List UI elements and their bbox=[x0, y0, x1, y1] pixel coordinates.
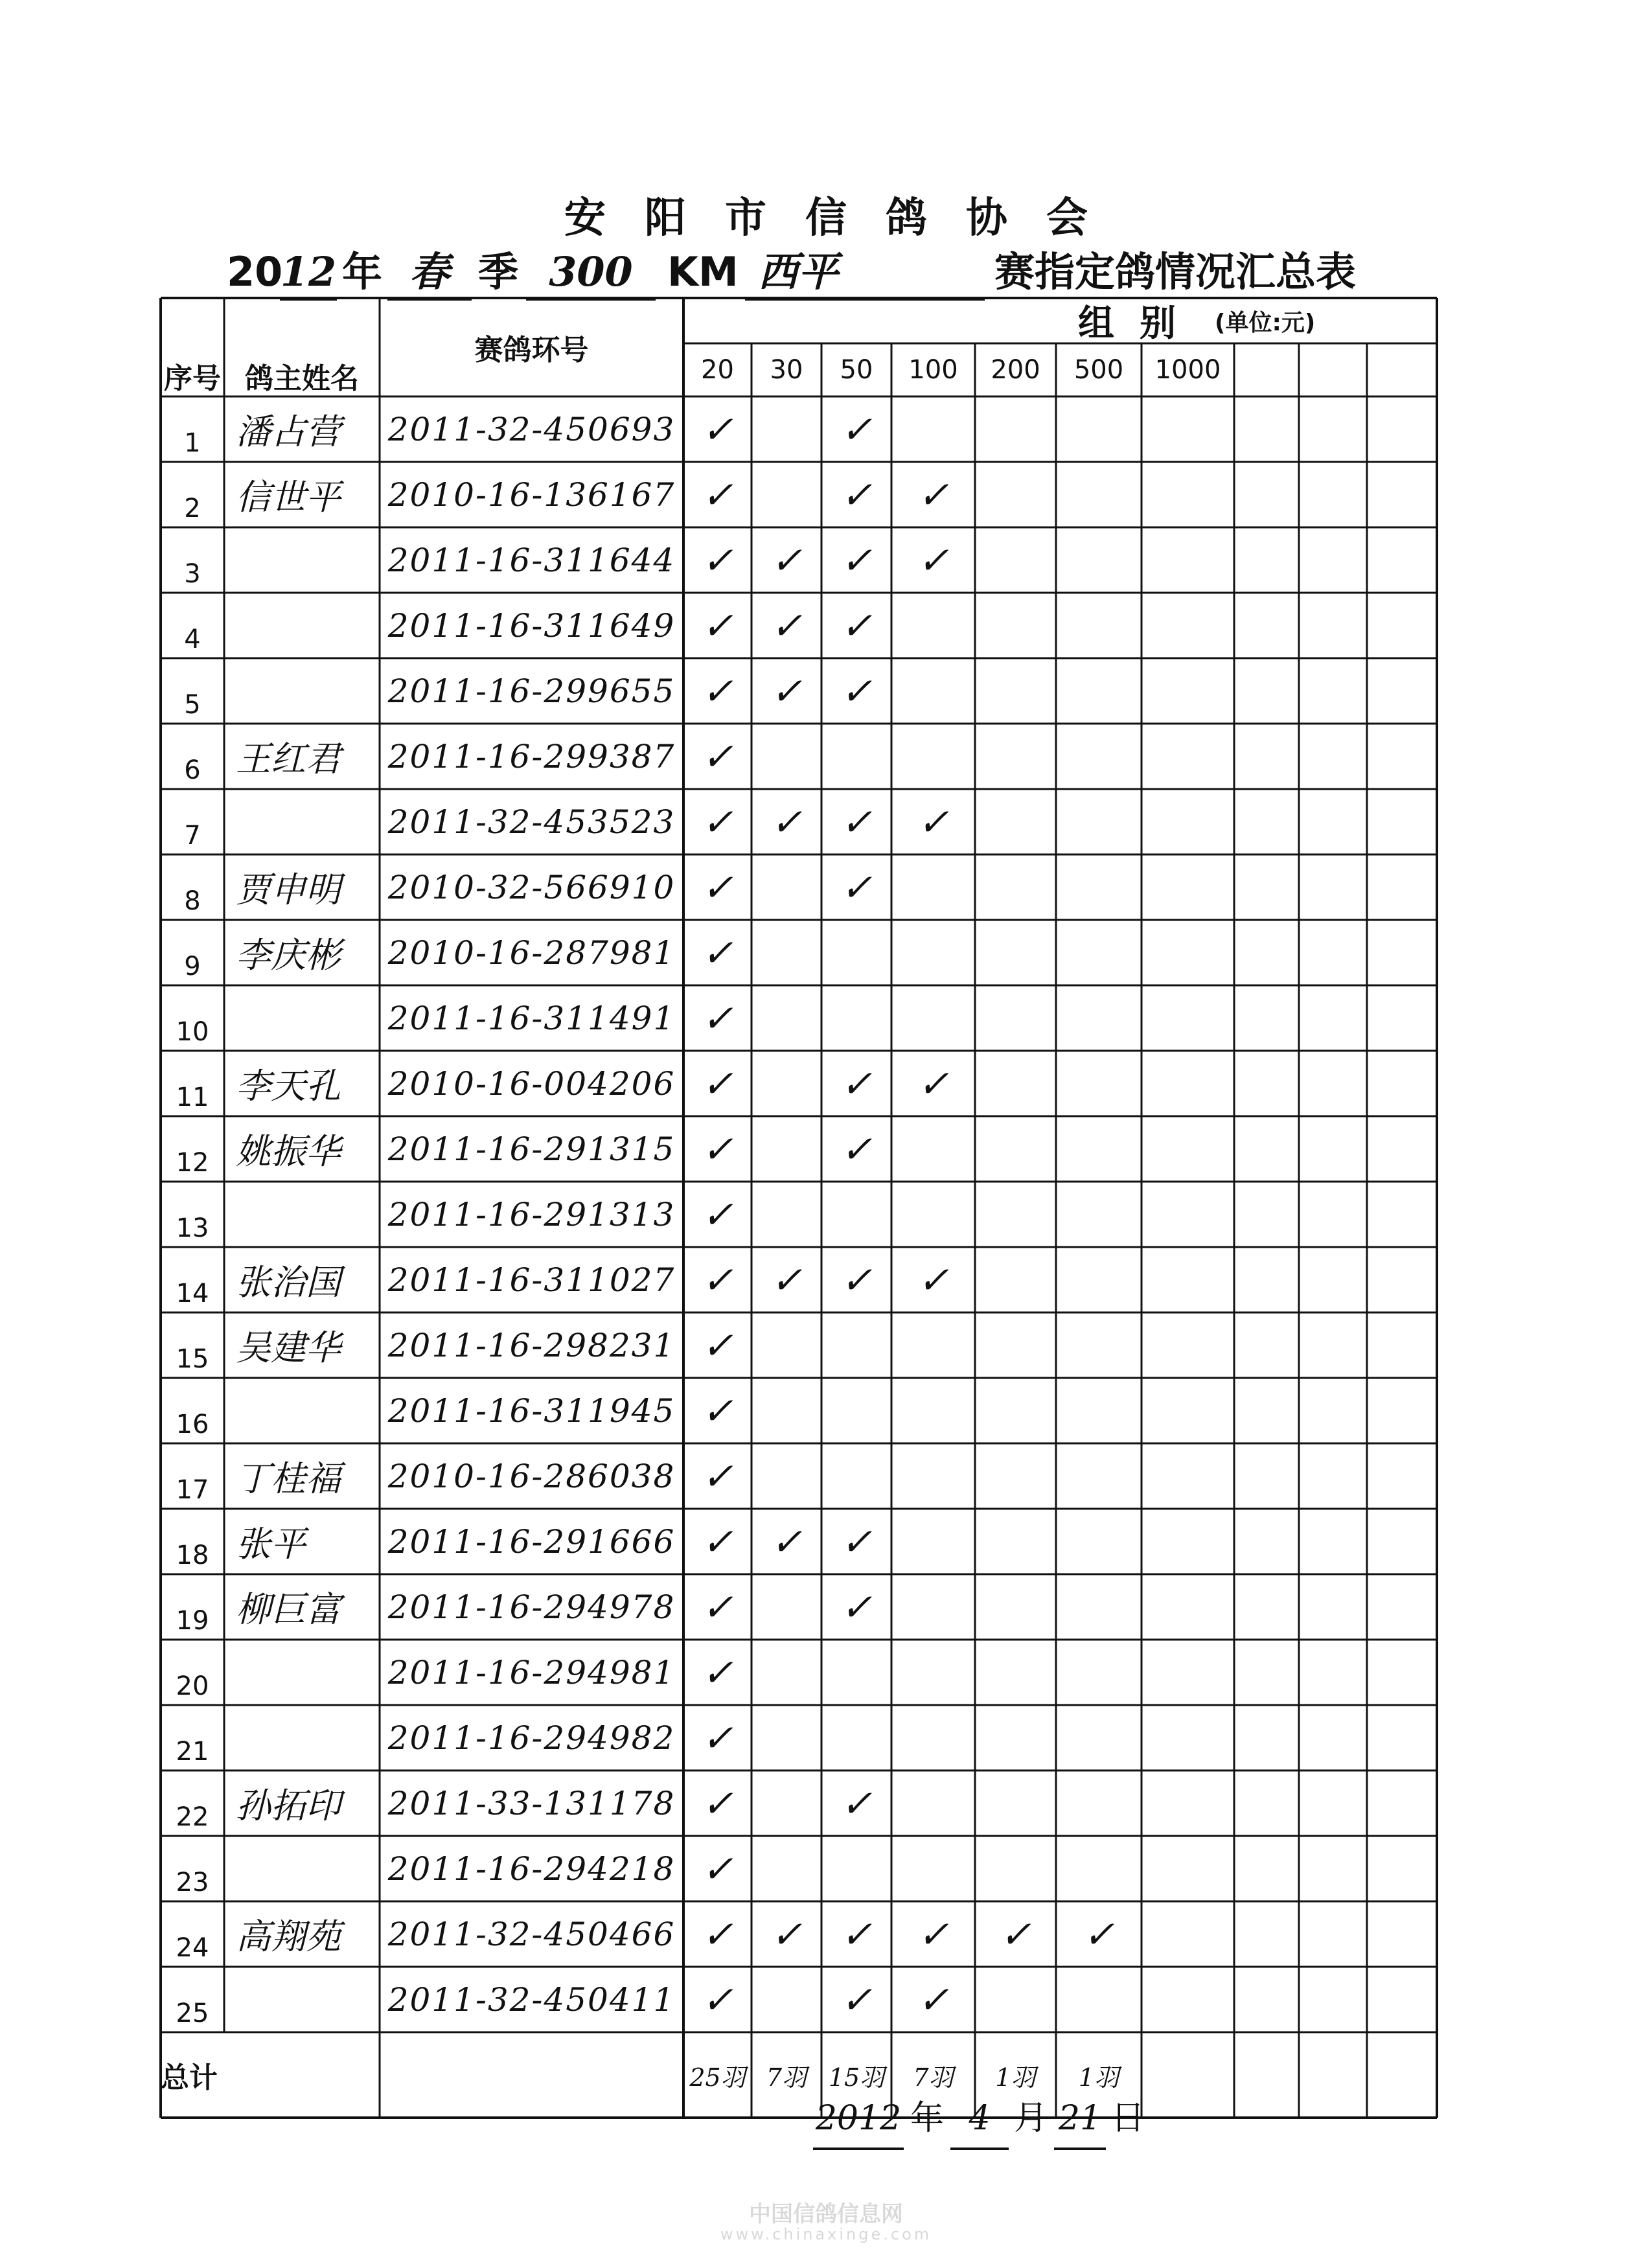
row-ring: 2011-16-294982 bbox=[387, 1719, 676, 1757]
row-seq: 8 bbox=[184, 886, 201, 916]
row-check: ✓ bbox=[702, 865, 733, 910]
row-seq: 7 bbox=[184, 821, 201, 851]
row-check: ✓ bbox=[840, 1257, 873, 1302]
row-check: ✓ bbox=[702, 538, 733, 582]
row-check bbox=[751, 724, 821, 789]
row-owner bbox=[224, 1967, 380, 2032]
row-check bbox=[975, 1836, 1056, 1901]
row-check bbox=[975, 658, 1056, 724]
row-owner bbox=[224, 985, 380, 1051]
row-check bbox=[891, 1574, 975, 1640]
row-seq: 14 bbox=[176, 1279, 209, 1309]
row-check bbox=[975, 1378, 1056, 1443]
row-ring: 2011-16-311491 bbox=[387, 999, 676, 1037]
row-seq: 18 bbox=[176, 1541, 209, 1570]
row-check bbox=[821, 920, 891, 985]
date-day-char: 日 bbox=[1111, 2099, 1145, 2138]
row-owner: 吴建华 bbox=[236, 1327, 341, 1368]
row-check bbox=[821, 1640, 891, 1705]
row-owner bbox=[224, 1705, 380, 1770]
row-check: ✓ bbox=[917, 472, 949, 517]
row-check bbox=[1056, 1770, 1141, 1836]
row-ring: 2011-16-294981 bbox=[387, 1653, 676, 1691]
row-ring: 2011-16-294978 bbox=[387, 1588, 676, 1626]
row-check: ✓ bbox=[840, 603, 873, 648]
row-check bbox=[975, 985, 1056, 1051]
row-owner bbox=[224, 1640, 380, 1705]
row-check: ✓ bbox=[702, 1715, 733, 1760]
category-header bbox=[1234, 343, 1299, 396]
row-check bbox=[751, 1770, 821, 1836]
row-check bbox=[975, 527, 1056, 593]
row-check: ✓ bbox=[702, 472, 733, 517]
row-check: ✓ bbox=[840, 538, 873, 582]
row-check bbox=[1056, 1967, 1141, 2032]
row-ring: 2011-16-298231 bbox=[387, 1326, 676, 1364]
row-owner: 王红君 bbox=[236, 739, 341, 779]
row-check bbox=[751, 1378, 821, 1443]
date-month: 4 bbox=[950, 2089, 1009, 2150]
row-check bbox=[751, 1836, 821, 1901]
row-check bbox=[891, 1836, 975, 1901]
row-check: ✓ bbox=[702, 1650, 733, 1695]
row-ring: 2010-32-566910 bbox=[387, 868, 676, 906]
row-check bbox=[891, 854, 975, 920]
total-label: 总计 bbox=[161, 2061, 218, 2094]
row-check bbox=[1056, 1640, 1141, 1705]
row-check: ✓ bbox=[840, 799, 873, 844]
row-check bbox=[821, 1378, 891, 1443]
row-ring: 2011-16-291666 bbox=[387, 1522, 676, 1561]
row-check bbox=[975, 1312, 1056, 1378]
category-header: 20 bbox=[701, 355, 734, 385]
row-seq: 10 bbox=[176, 1017, 209, 1047]
row-check bbox=[1056, 1509, 1141, 1574]
row-check bbox=[751, 854, 821, 920]
row-check bbox=[891, 658, 975, 724]
row-check bbox=[1056, 985, 1141, 1051]
category-header: 200 bbox=[991, 355, 1040, 385]
row-check: ✓ bbox=[770, 538, 803, 582]
row-check bbox=[821, 1443, 891, 1509]
row-seq: 4 bbox=[184, 624, 201, 654]
row-owner: 张平 bbox=[236, 1524, 306, 1564]
report-date bbox=[813, 2089, 1150, 2148]
row-check bbox=[751, 1574, 821, 1640]
row-check: ✓ bbox=[702, 1061, 733, 1106]
row-check: ✓ bbox=[702, 1846, 733, 1891]
row-check: ✓ bbox=[702, 1585, 733, 1629]
row-check bbox=[751, 1312, 821, 1378]
row-check bbox=[1056, 462, 1141, 527]
row-ring: 2011-16-311649 bbox=[387, 606, 676, 645]
row-check: ✓ bbox=[770, 603, 803, 648]
row-ring: 2010-16-286038 bbox=[387, 1457, 676, 1495]
row-check bbox=[751, 985, 821, 1051]
row-check: ✓ bbox=[840, 1127, 873, 1171]
row-check bbox=[751, 1640, 821, 1705]
row-check bbox=[1056, 1247, 1141, 1312]
row-seq: 20 bbox=[176, 1671, 209, 1701]
row-ring: 2011-16-299655 bbox=[387, 672, 676, 710]
row-check bbox=[891, 1378, 975, 1443]
row-check bbox=[1056, 789, 1141, 854]
row-check bbox=[751, 1443, 821, 1509]
row-check bbox=[975, 1967, 1056, 2032]
row-check: ✓ bbox=[702, 1257, 733, 1302]
row-check bbox=[975, 854, 1056, 920]
row-check bbox=[975, 1705, 1056, 1770]
row-check bbox=[1056, 1312, 1141, 1378]
race-place: 西平 bbox=[745, 246, 985, 301]
row-seq: 25 bbox=[176, 1999, 209, 2028]
row-owner: 贾申明 bbox=[236, 869, 341, 910]
row-seq: 13 bbox=[176, 1213, 209, 1243]
row-owner: 柳巨富 bbox=[236, 1589, 341, 1630]
row-check bbox=[1056, 396, 1141, 462]
row-check bbox=[1056, 1378, 1141, 1443]
row-owner bbox=[224, 1378, 380, 1443]
category-header: 500 bbox=[1073, 355, 1124, 385]
row-check: ✓ bbox=[840, 669, 873, 713]
row-check: ✓ bbox=[770, 799, 803, 844]
row-ring: 2010-16-136167 bbox=[387, 475, 676, 514]
row-check: ✓ bbox=[840, 1519, 873, 1564]
row-seq: 1 bbox=[184, 428, 201, 458]
org-title: 安阳市信鸽协会 bbox=[564, 194, 1127, 242]
category-header: 50 bbox=[840, 355, 873, 385]
row-owner bbox=[224, 527, 380, 593]
row-check bbox=[1056, 920, 1141, 985]
row-ring: 2011-32-450466 bbox=[387, 1915, 676, 1953]
row-seq: 3 bbox=[184, 559, 201, 589]
km-label: KM bbox=[667, 248, 739, 295]
year-char: 年 bbox=[342, 248, 383, 295]
row-seq: 2 bbox=[184, 494, 201, 523]
row-check: ✓ bbox=[840, 1781, 873, 1826]
category-header: 1000 bbox=[1154, 355, 1221, 385]
row-owner bbox=[224, 1182, 380, 1247]
row-check: ✓ bbox=[702, 1127, 733, 1171]
row-check bbox=[975, 1770, 1056, 1836]
row-ring: 2011-16-311027 bbox=[387, 1261, 676, 1299]
row-check bbox=[975, 1640, 1056, 1705]
total-count: 7羽 bbox=[766, 2063, 807, 2092]
row-check: ✓ bbox=[702, 1519, 733, 1564]
row-check bbox=[1056, 854, 1141, 920]
row-check bbox=[751, 462, 821, 527]
row-check: ✓ bbox=[840, 472, 873, 517]
row-check bbox=[975, 396, 1056, 462]
row-check: ✓ bbox=[702, 407, 733, 452]
row-seq: 16 bbox=[176, 1410, 209, 1439]
row-seq: 12 bbox=[176, 1148, 209, 1178]
row-check bbox=[751, 396, 821, 462]
row-owner: 李天孔 bbox=[236, 1066, 341, 1106]
total-count: 25羽 bbox=[689, 2063, 746, 2092]
row-owner bbox=[224, 1836, 380, 1901]
subtitle-tail: 赛指定鸽情况汇总表 bbox=[994, 248, 1357, 295]
row-seq: 5 bbox=[184, 690, 201, 720]
row-ring: 2011-16-311644 bbox=[387, 541, 676, 579]
category-header bbox=[1367, 343, 1437, 396]
row-check: ✓ bbox=[917, 1912, 949, 1956]
row-check bbox=[891, 1705, 975, 1770]
row-check bbox=[821, 1182, 891, 1247]
row-check bbox=[891, 920, 975, 985]
row-check: ✓ bbox=[702, 799, 733, 844]
row-ring: 2010-16-287981 bbox=[387, 934, 676, 972]
row-ring: 2011-32-450693 bbox=[387, 410, 676, 448]
date-year-char: 年 bbox=[910, 2099, 945, 2138]
row-check: ✓ bbox=[840, 1912, 873, 1956]
row-check bbox=[891, 396, 975, 462]
row-owner: 孙拓印 bbox=[236, 1785, 341, 1826]
row-check bbox=[751, 1967, 821, 2032]
row-check: ✓ bbox=[840, 865, 873, 910]
row-check: ✓ bbox=[840, 1585, 873, 1629]
category-header: 100 bbox=[908, 355, 958, 385]
row-check bbox=[891, 1116, 975, 1182]
row-check bbox=[1056, 1182, 1141, 1247]
row-check bbox=[1056, 1836, 1141, 1901]
row-check: ✓ bbox=[702, 1388, 733, 1433]
row-seq: 6 bbox=[184, 755, 201, 785]
row-check bbox=[891, 1443, 975, 1509]
row-check: ✓ bbox=[770, 1519, 803, 1564]
row-check bbox=[891, 1640, 975, 1705]
watermark-url: www.chinaxinge.com bbox=[720, 2225, 932, 2243]
row-check bbox=[975, 462, 1056, 527]
row-check bbox=[751, 1182, 821, 1247]
row-check: ✓ bbox=[702, 669, 733, 713]
row-check: ✓ bbox=[702, 734, 733, 779]
row-check bbox=[891, 1312, 975, 1378]
row-check bbox=[891, 1770, 975, 1836]
row-owner bbox=[224, 789, 380, 854]
row-ring: 2011-16-291315 bbox=[387, 1130, 676, 1168]
row-check bbox=[975, 1443, 1056, 1509]
row-seq: 15 bbox=[176, 1344, 209, 1374]
row-check bbox=[1056, 1705, 1141, 1770]
row-check bbox=[1056, 1116, 1141, 1182]
row-check bbox=[975, 1182, 1056, 1247]
row-check: ✓ bbox=[840, 1977, 873, 2022]
row-seq: 17 bbox=[176, 1475, 209, 1505]
row-check bbox=[891, 1509, 975, 1574]
row-check: ✓ bbox=[917, 1061, 949, 1106]
row-ring: 2011-32-450411 bbox=[387, 1980, 676, 2019]
row-check bbox=[891, 593, 975, 658]
row-seq: 22 bbox=[176, 1802, 209, 1832]
row-check bbox=[821, 985, 891, 1051]
header-seq: 序号 bbox=[164, 362, 221, 395]
row-seq: 19 bbox=[176, 1606, 209, 1636]
row-check: ✓ bbox=[702, 930, 733, 975]
row-check bbox=[821, 1705, 891, 1770]
season: 春 bbox=[387, 246, 472, 301]
row-check bbox=[751, 920, 821, 985]
row-check bbox=[891, 724, 975, 789]
row-check bbox=[975, 1051, 1056, 1116]
row-owner: 潘占营 bbox=[236, 411, 341, 452]
row-check bbox=[891, 985, 975, 1051]
row-owner: 高翔苑 bbox=[236, 1916, 341, 1957]
row-check bbox=[1056, 1443, 1141, 1509]
row-owner bbox=[224, 658, 380, 724]
row-check bbox=[821, 1836, 891, 1901]
row-check: ✓ bbox=[1083, 1912, 1115, 1956]
row-check bbox=[1056, 1574, 1141, 1640]
row-check: ✓ bbox=[770, 1257, 803, 1302]
distance: 300 bbox=[526, 246, 656, 301]
row-ring: 2011-16-299387 bbox=[387, 737, 676, 775]
row-check: ✓ bbox=[770, 1912, 803, 1956]
row-check: ✓ bbox=[840, 1061, 873, 1106]
total-count: 1羽 bbox=[1078, 2063, 1119, 2092]
category-header bbox=[1299, 343, 1367, 396]
row-check bbox=[821, 1312, 891, 1378]
row-check: ✓ bbox=[917, 1257, 949, 1302]
row-check: ✓ bbox=[702, 1781, 733, 1826]
row-check bbox=[751, 1705, 821, 1770]
row-check bbox=[975, 789, 1056, 854]
row-check: ✓ bbox=[1000, 1912, 1031, 1956]
row-check bbox=[975, 1247, 1056, 1312]
row-check: ✓ bbox=[702, 996, 733, 1040]
row-check bbox=[975, 724, 1056, 789]
row-check bbox=[975, 1574, 1056, 1640]
row-check bbox=[975, 1509, 1056, 1574]
total-count: 1羽 bbox=[995, 2063, 1036, 2092]
header-group: 组 别 bbox=[1078, 303, 1176, 345]
row-owner bbox=[224, 593, 380, 658]
row-check bbox=[751, 1051, 821, 1116]
row-check bbox=[1056, 593, 1141, 658]
row-check bbox=[1056, 724, 1141, 789]
row-check bbox=[1056, 1051, 1141, 1116]
row-owner: 张治国 bbox=[236, 1262, 341, 1303]
row-check bbox=[975, 1116, 1056, 1182]
row-owner: 姚振华 bbox=[236, 1131, 341, 1172]
row-check bbox=[751, 1116, 821, 1182]
total-count: 7羽 bbox=[913, 2063, 954, 2092]
row-check bbox=[1056, 658, 1141, 724]
row-seq: 11 bbox=[176, 1082, 209, 1112]
row-check: ✓ bbox=[702, 1192, 733, 1237]
row-check bbox=[891, 1182, 975, 1247]
row-ring: 2011-32-453523 bbox=[387, 803, 676, 841]
row-ring: 2011-33-131178 bbox=[387, 1784, 676, 1822]
row-check: ✓ bbox=[917, 799, 949, 844]
watermark-name: 中国信鸽信息网 bbox=[749, 2201, 903, 2227]
category-header: 30 bbox=[770, 355, 803, 385]
row-owner: 李庆彬 bbox=[236, 935, 341, 976]
row-seq: 23 bbox=[176, 1868, 209, 1897]
row-check bbox=[1056, 527, 1141, 593]
row-owner: 丁桂福 bbox=[236, 1458, 341, 1499]
row-check bbox=[975, 920, 1056, 985]
year-suffix: 12 bbox=[280, 246, 337, 301]
row-seq: 24 bbox=[176, 1933, 209, 1963]
row-check bbox=[821, 724, 891, 789]
row-seq: 9 bbox=[184, 952, 201, 981]
row-check: ✓ bbox=[702, 1912, 733, 1956]
row-check: ✓ bbox=[770, 669, 803, 713]
header-owner: 鸽主姓名 bbox=[245, 362, 359, 395]
row-check: ✓ bbox=[917, 538, 949, 582]
row-owner: 信世平 bbox=[236, 477, 341, 518]
total-count: 15羽 bbox=[828, 2063, 885, 2092]
row-ring: 2010-16-004206 bbox=[387, 1064, 676, 1103]
season-char: 季 bbox=[478, 248, 519, 295]
row-check: ✓ bbox=[702, 1977, 733, 2022]
row-check: ✓ bbox=[702, 603, 733, 648]
row-check: ✓ bbox=[702, 1323, 733, 1368]
row-ring: 2011-16-294218 bbox=[387, 1850, 676, 1888]
date-month-char: 月 bbox=[1014, 2099, 1048, 2138]
row-check bbox=[975, 593, 1056, 658]
date-year: 2012 bbox=[813, 2089, 904, 2150]
header-ring: 赛鸽环号 bbox=[474, 334, 589, 367]
year-prefix: 20 bbox=[227, 248, 283, 295]
row-check: ✓ bbox=[917, 1977, 949, 2022]
row-check: ✓ bbox=[840, 407, 873, 452]
row-seq: 21 bbox=[176, 1737, 209, 1767]
header-unit: (单位:元) bbox=[1215, 309, 1316, 336]
row-check: ✓ bbox=[702, 1454, 733, 1498]
row-ring: 2011-16-291313 bbox=[387, 1195, 676, 1233]
date-day: 21 bbox=[1054, 2089, 1106, 2150]
row-ring: 2011-16-311945 bbox=[387, 1392, 676, 1430]
